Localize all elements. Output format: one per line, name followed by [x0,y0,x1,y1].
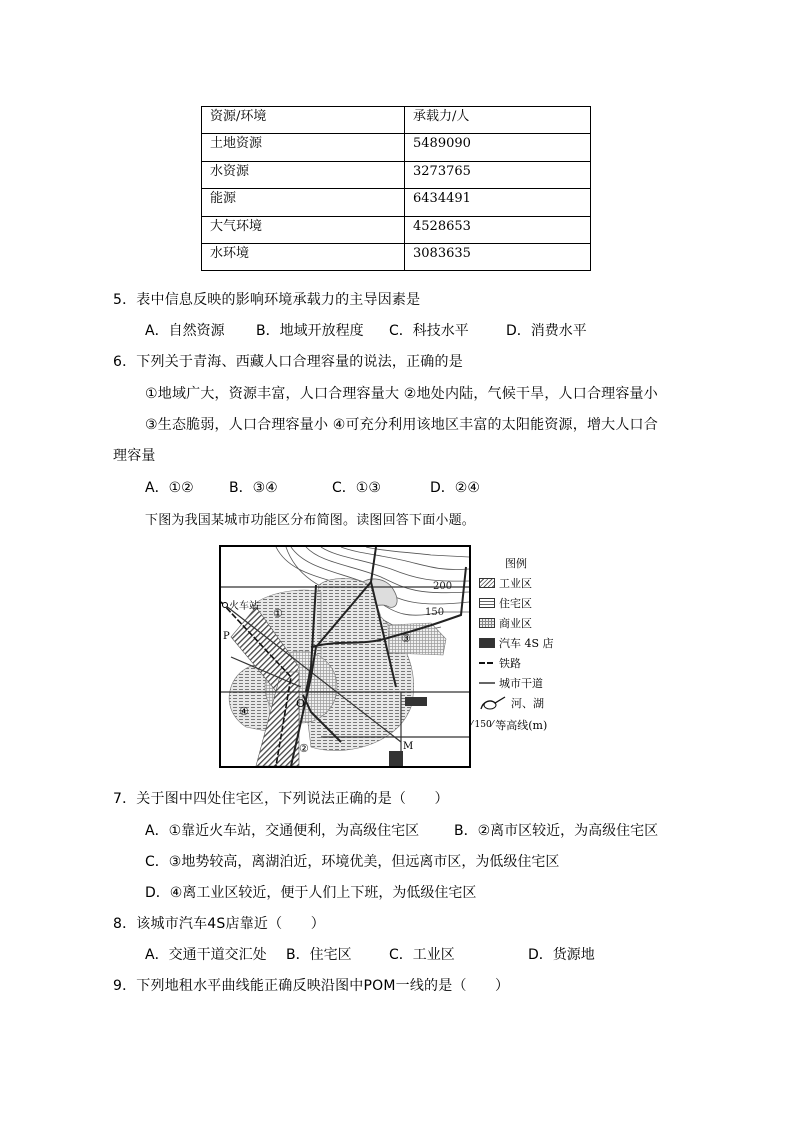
legend-item-residential [479,595,532,611]
question-8-option-b: B．住宅区 [286,947,352,963]
table-row [202,134,591,161]
legend-label: 河、湖 [511,697,544,710]
table-row [202,216,591,243]
contour-label-200: 200 [433,581,453,592]
question-8-option-d: D．货源地 [528,947,595,963]
point-p-label: P [223,631,230,642]
table-cell: 水环境 [202,243,405,270]
legend-item-industrial [479,575,532,591]
table-row [202,161,591,188]
contour-line [341,547,469,570]
car-shop-swatch-icon [479,638,495,648]
legend-item-contour [471,717,547,733]
contour-label-150: 150 [425,607,445,618]
table-header-cell: 承载力/人 [405,107,591,134]
question-5-option-b: B．地域开放程度 [256,323,364,339]
legend-item-railway [479,655,521,671]
river-lake-icon [479,695,507,711]
contour-sample-icon: ⁄ [471,720,473,730]
contour-sample-value: 150 [474,720,492,730]
legend-item-river-lake [479,695,544,711]
question-7-option-a: A．①靠近火车站，交通便利，为高级住宅区 [145,823,420,839]
table-row [202,189,591,216]
question-6-statement-line: ①地域广大，资源丰富，人口合理容量大 ②地处内陆，气候干旱，人口合理容量小 [145,386,658,402]
train-station-marker [223,603,228,608]
contour-line [321,547,469,581]
zone-2-label: ② [299,742,309,755]
table-header-cell: 资源/环境 [202,107,405,134]
question-5-option-d: D．消费水平 [506,323,587,339]
question-6-statement-line: ③生态脆弱，人口合理容量小 ④可充分利用该地区丰富的太阳能资源，增大人口合 [145,417,658,433]
question-5-option-a: A．自然资源 [145,323,225,339]
residential-swatch-icon [479,598,495,608]
table-cell: 土地资源 [202,134,405,161]
question-7-option-c: C．③地势较高，离湖泊近，环境优美，但远离市区，为低级住宅区 [145,854,560,870]
commercial-swatch-icon [479,618,495,628]
question-8-option-c: C．工业区 [389,947,455,963]
car-4s-shop [405,697,427,706]
road-line-icon [479,680,495,686]
question-6-option-c: C．①③ [332,480,381,496]
legend-title: 图例 [505,557,527,570]
table-cell: 5489090 [405,134,591,161]
zone-3-label: ③ [401,632,411,645]
point-m-label: M [403,741,414,752]
table-cell: 3083635 [405,243,591,270]
city-function-map [219,545,471,768]
legend-label: 铁路 [499,657,521,670]
question-6-option-b: B．③④ [229,480,278,496]
table-cell: 6434491 [405,189,591,216]
question-9-stem: 9．下列地租水平曲线能正确反映沿图中POM一线的是（ ） [113,978,510,994]
legend-label: 等高线(m) [495,719,548,732]
table-header-row [202,107,591,134]
legend-item-commercial [479,615,532,631]
question-5-stem: 5．表中信息反映的影响环境承载力的主导因素是 [113,292,421,308]
legend-label: 住宅区 [499,597,532,610]
question-8-option-a: A．交通干道交汇处 [145,947,267,963]
question-6-option-d: D．②④ [430,480,480,496]
train-station-label: 火车站 [229,601,259,612]
contour-line [366,547,469,557]
question-7-option-b: B．②离市区较近，为高级住宅区 [454,823,659,839]
question-7-stem: 7．关于图中四处住宅区，下列说法正确的是（ ） [113,791,449,807]
map-svg [221,547,469,766]
question-6-stem: 6．下列关于青海、西藏人口合理容量的说法，正确的是 [113,354,463,370]
question-6-statement-line: 理容量 [113,448,156,464]
point-o-label: O [296,697,306,710]
question-6-option-a: A．①② [145,480,194,496]
zone-1-label: ① [273,607,283,620]
legend-label: 城市干道 [499,677,543,690]
question-8-stem: 8．该城市汽车4S店靠近（ ） [113,916,325,932]
table-cell: 3273765 [405,161,591,188]
figure-intro: 下图为我国某城市功能区分布简图。读图回答下面小题。 [145,513,476,528]
legend-label: 工业区 [499,577,532,590]
carrying-capacity-table [201,106,591,271]
table-cell: 4528653 [405,216,591,243]
table-cell: 水资源 [202,161,405,188]
table-cell: 能源 [202,189,405,216]
car-4s-shop [389,751,403,766]
industrial-swatch-icon [479,578,495,588]
legend-label: 商业区 [499,617,532,630]
question-7-option-d: D．④离工业区较近，便于人们上下班，为低级住宅区 [145,885,477,901]
table-row [202,243,591,270]
legend-label: 汽车 4S 店 [499,637,554,650]
question-5-option-c: C．科技水平 [389,323,469,339]
contour-sample-icon: ⁄ [491,720,494,730]
legend-item-main-road [479,675,543,691]
zone-4-label: ④ [239,705,249,718]
legend-item-car-shop [479,635,554,651]
railway-line-icon [479,660,495,666]
table-cell: 大气环境 [202,216,405,243]
